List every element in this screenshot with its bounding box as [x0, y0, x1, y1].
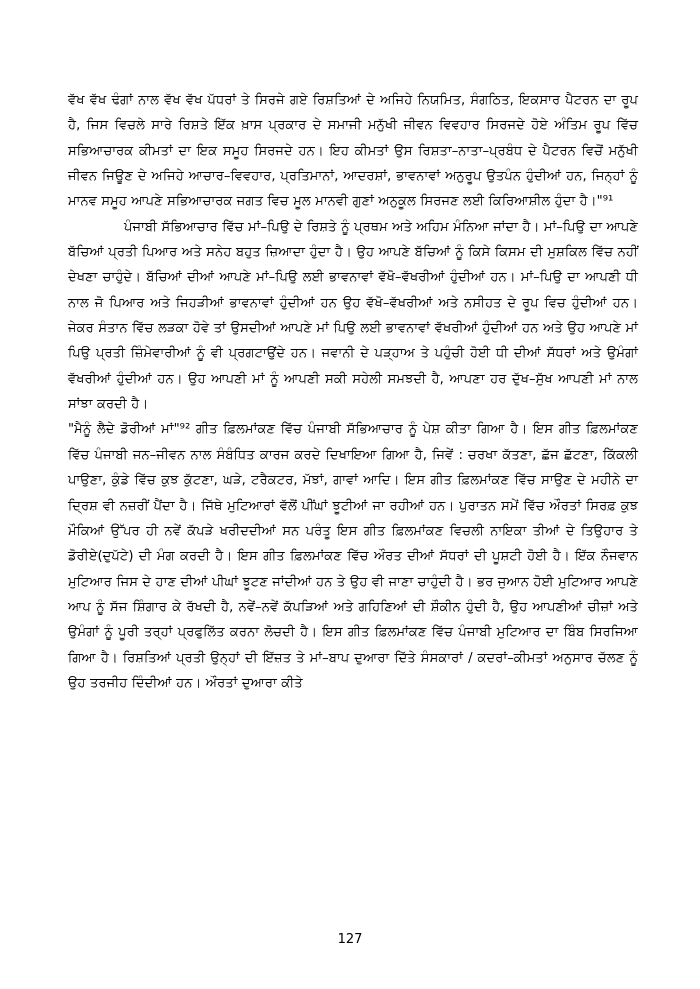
paragraph-2: ਪੰਜਾਬੀ ਸੱਭਿਆਚਾਰ ਵਿੱਚ ਮਾਂ–ਪਿਉ ਦੇ ਰਿਸ਼ਤੇ ਨੂੰ ਪ੍ਰਥਮ ਅਤੇ ਅਹਿਮ ਮੰਨਿਆ ਜਾਂਦਾ ਹੈ। ਮਾਂ–ਪਿਉ ਦਾ ਆਪਣੇ ਬੱਚਿਆਂ ਪ੍ਰਤੀ ਪਿਆਰ ਅਤੇ ਸਨੇਹ ਬਹੁਤ ਜ਼ਿਆਦਾ ਹੁੰਦਾ ਹੈ। ਉਹ ਆਪਣੇ ਬੱਚਿਆਂ ਨੂੰ ਕਿਸੇ ਕਿਸਮ ਦੀ ਮੁਸ਼ਕਿਲ ਵਿੱਚ ਨਹੀਂ ਦੇਖਣਾ ਚਾਹੁੰਦੇ। ਬੱਚਿਆਂ ਦੀਆਂ ਆਪਣੇ ਮਾਂ–ਪਿਉ ਲਈ ਭਾਵਨਾਵਾਂ ਵੱਖੋ–ਵੱਖਰੀਆਂ ਹੁੰਦੀਆਂ ਹਨ। ਮਾਂ–ਪਿਉ ਦਾ ਆਪਣੀ ਧੀ ਨਾਲ ਜੋ ਪਿਆਰ ਅਤੇ ਜਿਹੜੀਆਂ ਭਾਵਨਾਵਾਂ ਹੁੰਦੀਆਂ ਹਨ ਉਹ ਵੱਖੋ–ਵੱਖਰੀਆਂ ਅਤੇ ਨਸੀਹਤ ਦੇ ਰੂਪ ਵਿਚ ਹੁੰਦੀਆਂ ਹਨ। ਜੇਕਰ ਸੰਤਾਨ ਵਿੱਚ ਲੜਕਾ ਹੋਵੇ ਤਾਂ ਉਸਦੀਆਂ ਆਪਣੇ ਮਾਂ ਪਿਉ ਲਈ ਭਾਵਨਾਵਾਂ ਵੱਖਰੀਆਂ ਹੁੰਦੀਆਂ ਹਨ ਅਤੇ ਉਹ ਆਪਣੇ ਮਾਂ ਪਿਉ ਪ੍ਰਤੀ ਜ਼ਿੰਮੇਵਾਰੀਆਂ ਨੂੰ ਵੀ ਪ੍ਰਗਟਾਉਂਦੇ ਹਨ। ਜਵਾਨੀ ਦੇ ਪੜ੍ਹਾਅ ਤੇ ਪਹੁੰਚੀ ਹੋਈ ਧੀ ਦੀਆਂ ਸੱਧਰਾਂ ਅਤੇ ਉਮੰਗਾਂ ਵੱਖਰੀਆਂ ਹੁੰਦੀਆਂ ਹਨ। ਉਹ ਆਪਣੀ ਮਾਂ ਨੂੰ ਆਪਣੀ ਸਕੀ ਸਹੇਲੀ ਸਮਝਦੀ ਹੈ, ਆਪਣਾ ਹਰ ਦੁੱਖ–ਸੁੱਖ ਆਪਣੀ ਮਾਂ ਨਾਲ ਸਾਂਝਾ ਕਰਦੀ ਹੈ। — [68, 219, 638, 413]
paragraph-3: "ਮੈਨੂੰ ਲੈਦੇ ਡੋਰੀਆਂ ਮਾਂ"⁹² ਗੀਤ ਫ਼ਿਲਮਾਂਕਣ ਵਿੱਚ ਪੰਜਾਬੀ ਸੱਭਿਆਚਾਰ ਨੂੰ ਪੇਸ਼ ਕੀਤਾ ਗਿਆ ਹੈ। ਇਸ ਗੀਤ ਫ਼ਿਲਮਾਂਕਣ ਵਿੱਚ ਪੰਜਾਬੀ ਜਨ–ਜੀਵਨ ਨਾਲ ਸੰਬੰਧਿਤ ਕਾਰਜ ਕਰਦੇ ਦਿਖਾਇਆ ਗਿਆ ਹੈ, ਜਿਵੇਂ : ਚਰਖਾ ਕੱਤਣਾ, ਛੱਜ ਛੱਟਣਾ, ਕਿੱਕਲੀ ਪਾਉਣਾ, ਕੁੰਡੇ ਵਿੱਚ ਕੁਝ ਕੁੱਟਣਾ, ਘੜੇ, ਟਰੈਕਟਰ, ਮੱਝਾਂ, ਗਾਵਾਂ ਆਦਿ। ਇਸ ਗੀਤ ਫ਼ਿਲਮਾਂਕਣ ਵਿੱਚ ਸਾਉਣ ਦੇ ਮਹੀਨੇ ਦਾ ਦ੍ਰਿਸ਼ ਵੀ ਨਜ਼ਰੀਂ ਪੈਂਦਾ ਹੈ। ਜਿੱਥੇ ਮੁਟਿਆਰਾਂ ਵੱਲੋਂ ਪੀਂਘਾਂ ਝੂਟੀਆਂ ਜਾ ਰਹੀਆਂ ਹਨ। ਪੁਰਾਤਨ ਸਮੇਂ ਵਿੱਚ ਔਰਤਾਂ ਸਿਰਫ਼ ਕੁਝ ਮੌਕਿਆਂ ਉੱਪਰ ਹੀ ਨਵੇਂ ਕੱਪੜੇ ਖਰੀਦਦੀਆਂ ਸਨ ਪਰੰਤੂ ਇਸ ਗੀਤ ਫ਼ਿਲਮਾਂਕਣ ਵਿਚਲੀ ਨਾਇਕਾ ਤੀਆਂ ਦੇ ਤਿਉਹਾਰ ਤੇ ਡੋਰੀਏ(ਦੁਪੱਟੇ) ਦੀ ਮੰਗ ਕਰਦੀ ਹੈ। ਇਸ ਗੀਤ ਫ਼ਿਲਮਾਂਕਣ ਵਿੱਚ ਔਰਤ ਦੀਆਂ ਸੱਧਰਾਂ ਦੀ ਪੂਸ਼ਟੀ ਹੋਈ ਹੈ। ਇੱਕ ਨੌਜਵਾਨ ਮੁਟਿਆਰ ਜਿਸ ਦੇ ਹਾਣ ਦੀਆਂ ਪੀਘਾਂ ਝੂਟਣ ਜਾਂਦੀਆਂ ਹਨ ਤੇ ਉਹ ਵੀ ਜਾਣਾ ਚਾਹੁੰਦੀ ਹੈ। ਭਰ ਜੁਆਨ ਹੋਈ ਮੁਟਿਆਰ ਆਪਣੇ ਆਪ ਨੂੰ ਸੱਜ ਸ਼ਿੰਗਾਰ ਕੇ ਰੱਖਦੀ ਹੈ, ਨਵੇਂ–ਨਵੇਂ ਕੱਪੜਿਆਂ ਅਤੇ ਗਹਿਣਿਆਂ ਦੀ ਸ਼ੌਕੀਨ ਹੁੰਦੀ ਹੈ, ਉਹ ਆਪਣੀਆਂ ਚੀਜ਼ਾਂ ਅਤੇ ਉਮੰਗਾਂ ਨੂੰ ਪੂਰੀ ਤਰ੍ਹਾਂ ਪ੍ਰਫੁਲਿੱਤ ਕਰਨਾ ਲੋਚਦੀ ਹੈ। ਇਸ ਗੀਤ ਫ਼ਿਲਮਾਂਕਣ ਵਿੱਚ ਪੰਜਾਬੀ ਮੁਟਿਆਰ ਦਾ ਬਿੰਬ ਸਿਰਜਿਆ ਗਿਆ ਹੈ। ਰਿਸ਼ਤਿਆਂ ਪ੍ਰਤੀ ਉਨ੍ਹਾਂ ਦੀ ਇੱਜ਼ਤ ਤੇ ਮਾਂ–ਬਾਪ ਦੁਆਰਾ ਦਿੱਤੇ ਸੰਸਕਾਰਾਂ / ਕਦਰਾਂ–ਕੀਮਤਾਂ ਅਨੁਸਾਰ ਚੱਲਣ ਨੂੰ ਉਹ ਤਰਜੀਹ ਦਿੰਦੀਆਂ ਹਨ। ਔਰਤਾਂ ਦੁਆਰਾ ਕੀਤੇ — [68, 422, 638, 691]
page-number: 127 — [337, 932, 363, 947]
paragraph-1: ਵੱਖ ਵੱਖ ਢੰਗਾਂ ਨਾਲ ਵੱਖ ਵੱਖ ਪੱਧਰਾਂ ਤੇ ਸਿਰਜੇ ਗਏ ਰਿਸ਼ਤਿਆਂ ਦੇ ਅਜਿਹੇ ਨਿਯਮਿਤ, ਸੰਗਠਿਤ, ਇਕਸਾਰ ਪੈਟਰਨ ਦਾ ਰੂਪ ਹੈ, ਜਿਸ ਵਿਚਲੇ ਸਾਰੇ ਰਿਸ਼ਤੇ ਇੱਕ ਖ਼ਾਸ ਪ੍ਰਕਾਰ ਦੇ ਸਮਾਜੀ ਮਨੁੱਖੀ ਜੀਵਨ ਵਿਵਹਾਰ ਸਿਰਜਦੇ ਹੋਏ ਅੰਤਿਮ ਰੂਪ ਵਿੱਚ ਸਭਿਆਚਾਰਕ ਕੀਮਤਾਂ ਦਾ ਇਕ ਸਮੂਹ ਸਿਰਜਦੇ ਹਨ। ਇਹ ਕੀਮਤਾਂ ਉਸ ਰਿਸ਼ਤਾ–ਨਾਤਾ–ਪ੍ਰਬੰਧ ਦੇ ਪੈਟਰਨ ਵਿਚੋਂ ਮਨੁੱਖੀ ਜੀਵਨ ਜਿਊਣ ਦੇ ਅਜਿਹੇ ਆਚਾਰ–ਵਿਵਹਾਰ, ਪ੍ਰਤਿਮਾਨਾਂ, ਆਦਰਸ਼ਾਂ, ਭਾਵਨਾਵਾਂ ਅਨੁਰੂਪ ਉਤਪੰਨ ਹੁੰਦੀਆਂ ਹਨ, ਜਿਨ੍ਹਾਂ ਨੂੰ ਮਾਨਵ ਸਮੂਹ ਆਪਣੇ ਸਭਿਆਚਾਰਕ ਜਗਤ ਵਿਚ ਮੂਲ ਮਾਨਵੀ ਗੁਣਾਂ ਅਨੁਕੂਲ ਸਿਰਜਣ ਲਈ ਕਿਰਿਆਸ਼ੀਲ ਹੁੰਦਾ ਹੈ।"⁹¹ — [68, 93, 638, 210]
